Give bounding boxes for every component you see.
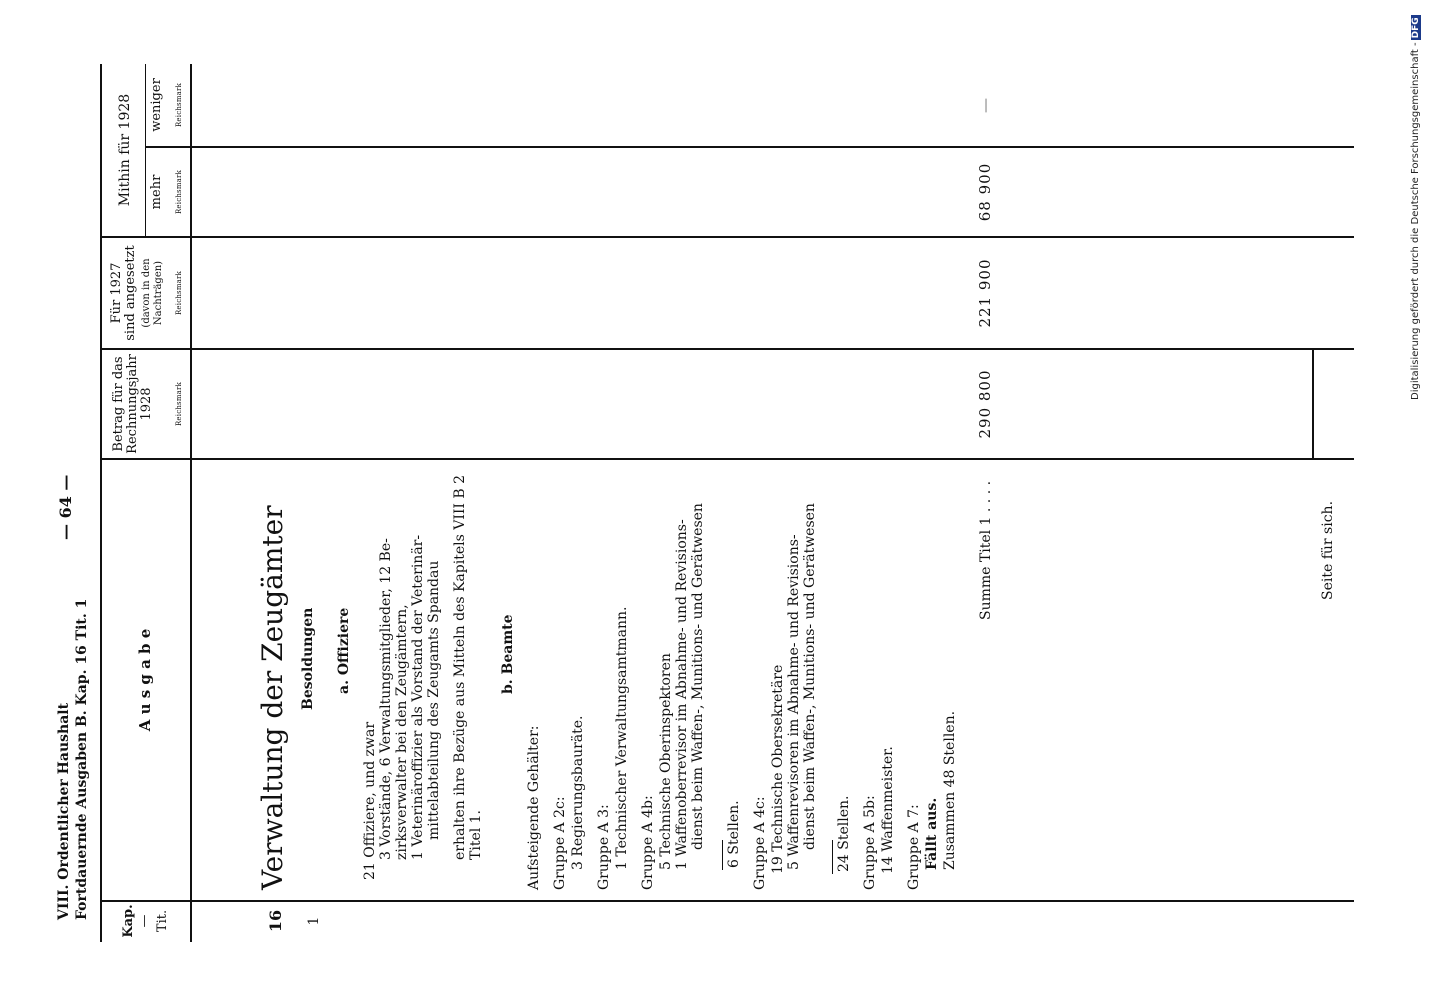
gruppe-a2c: Gruppe A 2c: [552, 796, 568, 890]
offiziere-line-6: erhalten ihre Bezüge aus Mitteln des Kapitels VIII B 2 [452, 474, 468, 860]
gruppe-a4c-total: 24 Stellen. [836, 795, 852, 872]
rule-kap-ausgabe [100, 900, 1354, 902]
kap-value: 16 [266, 909, 285, 933]
tit-value: 1 [306, 916, 322, 926]
gruppe-a5b-item: 14 Waffenmeister. [880, 746, 896, 874]
offiziere-line-2: 3 Vorstände, 6 Verwaltungsmitglieder, 12 Be- [378, 538, 394, 860]
section-title: Verwaltung der Zeugämter [256, 505, 289, 890]
col-kap: Kap. [121, 904, 136, 938]
col-1927-line3: (davon in den [141, 258, 152, 328]
offiziere-line-1: 21 Offiziere, und zwar [362, 721, 378, 880]
seite-fuer-sich: Seite für sich. [1320, 500, 1336, 600]
rule-ausgabe-betrag [100, 458, 1354, 460]
gruppe-a2c-item: 3 Regierungsbauräte. [570, 715, 586, 870]
offiziere-heading: a. Offiziere [336, 607, 352, 694]
header-left-line2: Fortdauernde Ausgaben B. Kap. 16 Tit. 1 [74, 598, 90, 920]
amount-betrag-1928: 290 800 [976, 369, 994, 439]
col-weniger: weniger [149, 78, 164, 132]
a4c-sum-rule [832, 840, 833, 874]
digitization-credit [1410, 10, 1434, 990]
col-kap-dash: — [137, 914, 152, 928]
gruppe-a4b-total: 6 Stellen. [726, 800, 742, 868]
gruppe-a4c-item2: 5 Waffenrevisoren im Abnahme- und Revisions- [786, 534, 802, 870]
col-mehr-unit: Reichsmark [175, 169, 183, 215]
col-mithin: Mithin für 1928 [117, 93, 133, 207]
aufsteigende-gehaelter: Aufsteigende Gehälter: [526, 725, 542, 890]
col-betrag-line3: 1928 [139, 387, 154, 421]
dfg-logo: DFG [1411, 17, 1421, 39]
gruppe-a4b-item1: 5 Technische Oberinspektoren [658, 653, 674, 870]
gruppe-a4b-item2b: dienst beim Waffen-, Munitions- und Gerätwesen [690, 503, 706, 850]
col-tit: Tit. [155, 909, 170, 933]
offiziere-line-3: zirksverwalter bei den Zeugämtern, [394, 604, 410, 860]
gruppe-a7: Gruppe A 7: [906, 804, 922, 890]
gruppe-a4c: Gruppe A 4c: [752, 796, 768, 890]
rule-betrag-1927 [100, 348, 1354, 350]
table-top-rule [100, 64, 102, 942]
col-1927-line2: sind angesetzt [123, 245, 138, 341]
gruppe-a7-item: Fällt aus. [924, 797, 940, 870]
header-bottom-rule [190, 64, 192, 942]
col-ausgabe: A u s g a b e [136, 628, 154, 732]
page-number: — 64 — [56, 474, 75, 540]
amount-weniger: — [976, 97, 994, 113]
rule-1927-mehr [100, 236, 1354, 238]
a4b-sum-rule [722, 840, 723, 870]
header-left-line1: VIII. Ordentlicher Haushalt [56, 702, 72, 920]
rule-mehr-weniger [145, 146, 1354, 148]
besoldungen-heading: Besoldungen [300, 607, 316, 710]
gruppe-a5b: Gruppe A 5b: [862, 795, 878, 890]
col-betrag-line2: Rechnungsjahr [125, 354, 140, 454]
summe-titel: Summe Titel 1 . . . . [978, 480, 994, 620]
credit-text: Digitalisierung gefördert durch die Deutsche Forschungsgemeinschaft - [1410, 42, 1421, 400]
col-betrag-unit: Reichsmark [175, 381, 183, 427]
zusammen-stellen: Zusammen 48 Stellen. [942, 710, 958, 870]
offiziere-line-4: 1 Veterinäroffizier als Vorstand der Veterinär- [410, 534, 426, 860]
col-1927-unit: Reichsmark [175, 270, 183, 316]
col-betrag-line1: Betrag für das [111, 356, 126, 452]
beamte-heading: b. Beamte [500, 614, 516, 694]
offiziere-line-7: Titel 1. [468, 809, 484, 860]
col-mehr: mehr [149, 174, 164, 210]
gruppe-a3-item: 1 Technischer Verwaltungsamtmann. [614, 606, 630, 870]
col-1927-line4: Nachträgen) [153, 260, 164, 326]
amount-mehr: 68 900 [976, 162, 994, 222]
gruppe-a4b: Gruppe A 4b: [640, 795, 656, 890]
gruppe-a4c-item2b: dienst beim Waffen-, Munitions- und Gerätwesen [802, 503, 818, 850]
col-weniger-unit: Reichsmark [175, 82, 183, 128]
col-1927-line1: Für 1927 [109, 262, 124, 324]
gruppe-a4c-item1: 19 Technische Obersekretäre [770, 664, 786, 874]
gruppe-a4b-item2: 1 Waffenoberrevisor im Abnahme- und Revisions- [674, 519, 690, 870]
gruppe-a3: Gruppe A 3: [596, 804, 612, 890]
amount-fuer-1927: 221 900 [976, 258, 994, 328]
rule-mithin-split [145, 64, 146, 238]
seite-bracket [1312, 350, 1314, 460]
offiziere-line-5: mittelabteilung des Zeugamts Spandau [426, 560, 442, 840]
